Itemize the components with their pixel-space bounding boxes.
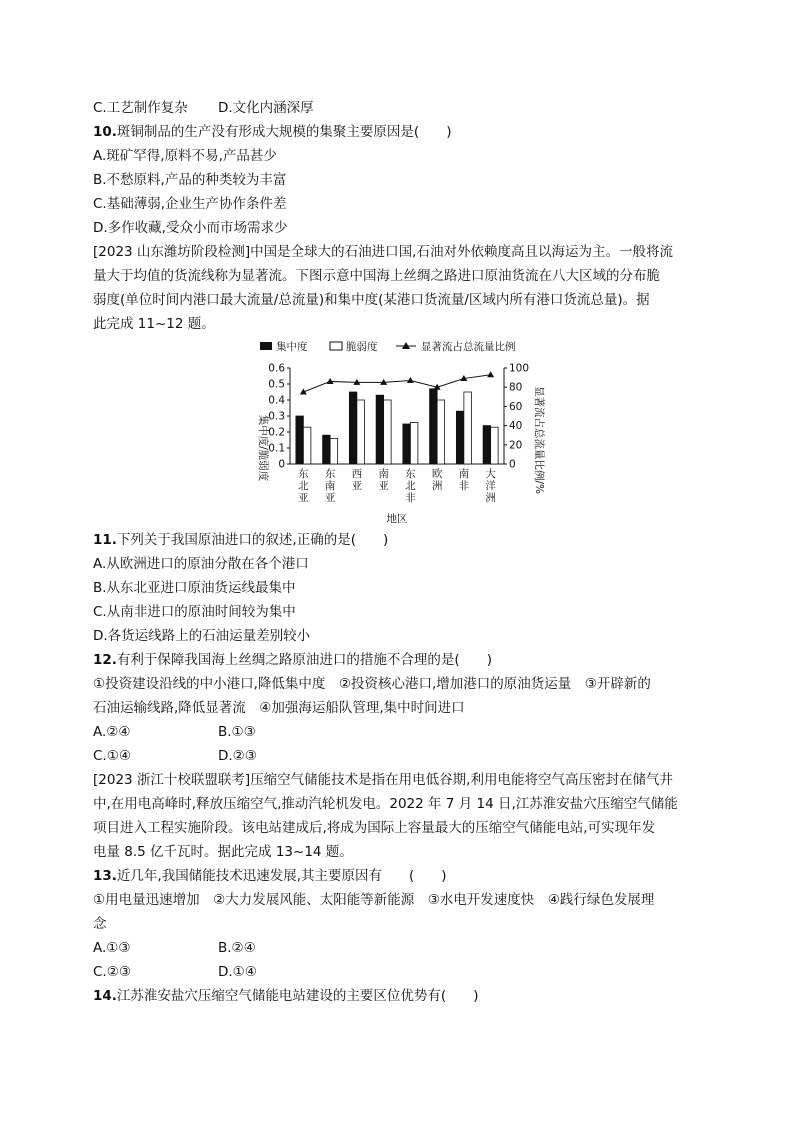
y-tick-label-right: 40 [509, 420, 523, 433]
x-tick-label-char: 南 [458, 468, 470, 480]
point-significant-flow [407, 377, 414, 383]
passage1-line: 此完成 11~12 题。 [93, 316, 215, 332]
q12-number: 12. [93, 652, 117, 668]
q10-stem [93, 122, 451, 142]
q12-option-d: D.②③ [218, 748, 257, 764]
q13-option-b: B.②④ [218, 940, 256, 956]
y-tick-label-right: 20 [509, 439, 523, 452]
bar-concentration [456, 411, 464, 464]
q13-option-a: A.①③ [93, 940, 131, 956]
y-tick-label-left: 0.6 [268, 362, 285, 375]
q14-stem [93, 986, 478, 1006]
chart-plot-area [268, 363, 529, 505]
y-tick-label-right: 100 [509, 362, 530, 375]
y-tick-label-right: 60 [509, 400, 523, 413]
passage2-line: 电量 8.5 亿千瓦时。据此完成 13~14 题。 [93, 844, 353, 860]
q13-option-d: D.①④ [218, 964, 257, 980]
q11-option-b: B.从东北亚进口原油货运线最集中 [93, 580, 296, 596]
q14-number: 14. [93, 988, 117, 1004]
q12-options-row [93, 722, 256, 742]
y-axis-label-right: 显著流占总流量比例/% [533, 385, 545, 495]
y-tick-label-right: 80 [509, 381, 523, 394]
y-tick-label-left: 0.3 [268, 410, 285, 423]
q12-option-c: C.①④ [93, 748, 131, 764]
q14-stem-text: 江苏淮安盐穴压缩空气储能电站建设的主要区位优势有( ) [116, 988, 479, 1004]
q11-option-d: D.各货运线路上的石油运量差别较小 [93, 628, 311, 644]
x-tick-label-char: 洋 [485, 480, 496, 492]
legend-swatch-concentration [260, 342, 272, 350]
x-axis-label: 地区 [386, 513, 408, 525]
y-tick-label-right: 0 [509, 458, 516, 471]
q12-options-row [93, 746, 257, 766]
bar-concentration [430, 389, 438, 464]
passage2-line: 项目进入工程实施阶段。该电站建成后,将成为国际上容量最大的压缩空气储能电站,可实现年发 [93, 820, 656, 836]
passage2-line: 中,在用电高峰时,释放压缩空气,推动汽轮机发电。2022 年 7 月 14 日,江苏淮安盐穴压缩空气储能 [93, 796, 678, 812]
q13-number: 13. [93, 868, 117, 884]
q9-option-d: D.文化内涵深厚 [218, 100, 314, 116]
bar-concentration [296, 416, 304, 464]
x-tick-label-char: 东 [298, 468, 309, 480]
bar-vulnerability [330, 438, 338, 464]
q12-stem [93, 650, 492, 670]
y-tick-label-left: 0 [278, 458, 285, 471]
q10-stem-text: 斑铜制品的生产没有形成大规模的集聚主要原因是( ) [116, 124, 452, 140]
x-tick-label-char: 西 [351, 468, 363, 480]
q10-number: 10. [93, 124, 117, 140]
x-tick-label-char: 北 [298, 480, 309, 492]
x-tick-label-char: 非 [405, 492, 416, 504]
y-tick-label-left: 0.1 [268, 442, 285, 455]
bar-vulnerability [491, 427, 499, 464]
x-tick-label-char: 大 [485, 468, 496, 480]
bar-vulnerability [384, 400, 392, 464]
q10-option-c: C.基础薄弱,企业生产协作条件差 [93, 196, 287, 212]
x-tick-label-char: 亚 [324, 492, 336, 504]
legend-label-vulnerability: 脆弱度 [346, 341, 378, 353]
passage2-line: [2023 浙江十校联盟联考]压缩空气储能技术是指在用电低谷期,利用电能将空气高压密封在储气井 [93, 772, 673, 788]
bar-concentration [323, 435, 331, 464]
y-tick-label-left: 0.2 [268, 426, 285, 439]
y-axis-label-left: 集中度/脆弱度 [257, 414, 269, 482]
q11-option-c: C.从南非进口的原油时间较为集中 [93, 604, 296, 620]
legend-label-significant-flow: 显著流占总流量比例 [421, 341, 516, 353]
q9-option-c: C.工艺制作复杂 [93, 100, 188, 116]
legend-swatch-vulnerability [330, 342, 342, 350]
point-significant-flow [487, 371, 494, 377]
q10-option-b: B.不愁原料,产品的种类较为丰富 [93, 172, 287, 188]
bar-concentration [376, 395, 384, 464]
q12-option-a: A.②④ [93, 724, 131, 740]
x-tick-label-char: 南 [378, 468, 389, 480]
x-tick-label-char: 欧 [431, 468, 443, 480]
legend-label-concentration: 集中度 [276, 341, 308, 353]
q13-options-row [93, 962, 257, 982]
x-tick-label-char: 东 [405, 468, 416, 480]
passage1-line: 弱度(单位时间内港口最大流量/总流量)和集中度(某港口货流量/区域内所有港口货流总量)。据 [93, 292, 650, 308]
passage1-line: [2023 山东潍坊阶段检测]中国是全球大的石油进口国,石油对外依赖度高且以海运为主。一般将流 [93, 244, 673, 260]
passage1-line: 量大于均值的货流线称为显著流。下图示意中国海上丝绸之路进口原油货流在八大区域的分布脆 [93, 268, 660, 284]
x-tick-label-char: 洲 [485, 492, 496, 504]
bar-concentration [349, 392, 357, 464]
q12-option-b: B.①③ [218, 724, 256, 740]
x-tick-label-char: 亚 [378, 480, 389, 492]
q10-option-d: D.多作收藏,受众小而市场需求少 [93, 220, 288, 236]
x-tick-label-char: 非 [458, 480, 470, 492]
q12-items-line: ①投资建设沿线的中小港口,降低集中度 ②投资核心港口,增加港口的原油货运量 ③开辟新的 [93, 676, 651, 692]
bar-vulnerability [437, 400, 445, 464]
bar-concentration [403, 424, 411, 464]
x-tick-label-char: 亚 [351, 480, 363, 492]
x-tick-label-char: 北 [405, 480, 416, 492]
q11-option-a: A.从欧洲进口的原油分散在各个港口 [93, 556, 309, 572]
x-tick-label-char: 南 [324, 480, 336, 492]
y-tick-label-left: 0.4 [268, 394, 285, 407]
chart-legend [260, 340, 516, 353]
point-significant-flow [327, 378, 334, 384]
bar-vulnerability [303, 427, 311, 464]
x-tick-label-char: 洲 [431, 480, 443, 492]
bar-vulnerability [410, 422, 418, 464]
q13-items-line: ①用电量迅速增加 ②大力发展风能、太阳能等新能源 ③水电开发速度快 ④践行绿色发展理 [93, 892, 655, 908]
q12-items-line: 石油运输线路,降低显著流 ④加强海运船队管理,集中时间进口 [93, 700, 465, 716]
bar-concentration [483, 426, 491, 464]
q12-stem-text: 有利于保障我国海上丝绸之路原油进口的措施不合理的是( ) [116, 652, 492, 668]
q9-options-row [93, 98, 314, 118]
q13-items-line: 念 [93, 916, 107, 932]
q11-number: 11. [93, 532, 117, 548]
bar-vulnerability [464, 392, 472, 464]
q11-stem [93, 530, 388, 550]
q11-stem-text: 下列关于我国原油进口的叙述,正确的是( ) [116, 532, 389, 548]
x-tick-label-char: 亚 [298, 492, 309, 504]
bar-vulnerability [357, 400, 365, 464]
q13-option-c: C.②③ [93, 964, 131, 980]
oil-route-chart [240, 336, 545, 528]
x-tick-label-char: 东 [324, 468, 336, 480]
q10-option-a: A.斑矿罕得,原料不易,产品甚少 [93, 148, 277, 164]
q13-options-row [93, 938, 256, 958]
y-tick-label-left: 0.5 [268, 378, 285, 391]
q13-stem-text: 近几年,我国储能技术迅速发展,其主要原因有 ( ) [116, 868, 447, 884]
q13-stem [93, 866, 447, 886]
